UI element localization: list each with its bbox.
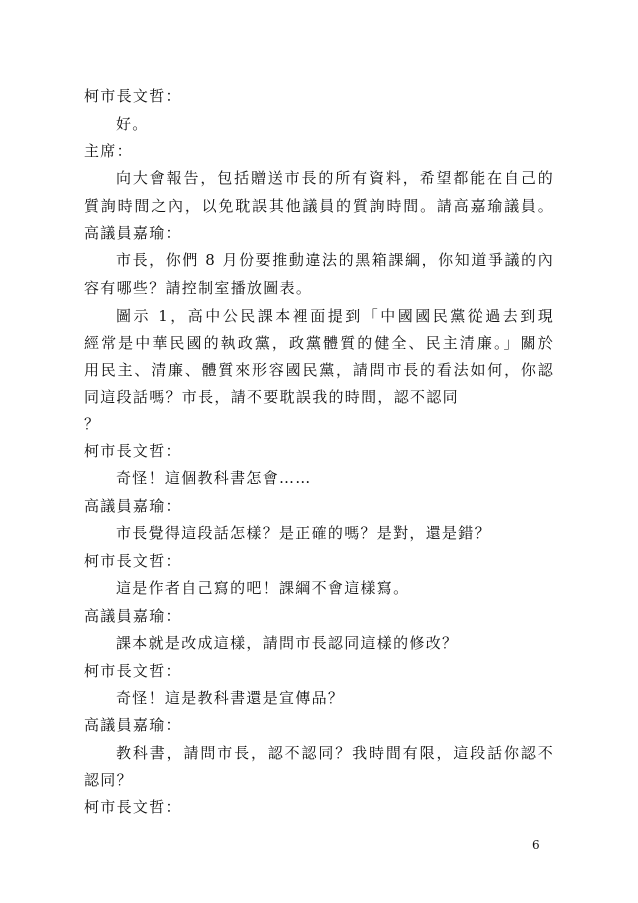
speech-line: 向大會報告，包括贈送市長的所有資料，希望都能在自己的 xyxy=(116,169,554,187)
speech-line: 同這段話嗎？市長，請不要耽誤我的時間，認不認同 xyxy=(84,388,459,406)
speech-line: 質詢時間之內，以免耽誤其他議員的質詢時間。請高嘉瑜議員。 xyxy=(84,197,554,215)
speaker-label: 柯市長文哲： xyxy=(84,442,182,460)
speaker-label: 高議員嘉瑜： xyxy=(84,716,182,734)
speech-line: ？ xyxy=(84,415,101,433)
speaker-label: 主席： xyxy=(84,142,133,160)
speech-line: 圖示 1，高中公民課本裡面提到「中國國民黨從過去到現 xyxy=(116,307,554,325)
speech-line: 教科書，請問市長，認不認同？我時間有限，這段話你認不 xyxy=(116,744,554,762)
speech-line: 認同？ xyxy=(84,771,133,789)
speech-line: 課本就是改成這樣，請問市長認同這樣的修改？ xyxy=(116,634,459,652)
speech-line: 容有哪些？請控制室播放圖表。 xyxy=(84,279,313,297)
speech-line: 奇怪！這個教科書怎會…… xyxy=(116,469,312,487)
speaker-label: 柯市長文哲： xyxy=(84,87,182,105)
page-number: 6 xyxy=(532,838,540,852)
speaker-label: 高議員嘉瑜： xyxy=(84,497,182,515)
speech-line: 這是作者自己寫的吧！課綱不會這樣寫。 xyxy=(116,579,410,597)
speaker-label: 柯市長文哲： xyxy=(84,552,182,570)
speaker-label: 高議員嘉瑜： xyxy=(84,607,182,625)
speaker-label: 柯市長文哲： xyxy=(84,798,182,816)
speech-line: 經常是中華民國的執政黨，政黨體質的健全、民主清廉。」關於 xyxy=(84,334,554,352)
speech-line: 用民主、清廉、體質來形容國民黨，請問市長的看法如何，你認 xyxy=(84,361,554,379)
speech-line: 市長覺得這段話怎樣？是正確的嗎？是對，還是錯？ xyxy=(116,524,491,542)
speech-line: 市長，你們 8 月份要推動違法的黑箱課綱，你知道爭議的內 xyxy=(116,251,554,269)
speaker-label: 高議員嘉瑜： xyxy=(84,224,182,242)
speaker-label: 柯市長文哲： xyxy=(84,662,182,680)
speech-line: 好。 xyxy=(116,115,149,133)
speech-line: 奇怪！這是教科書還是宣傳品？ xyxy=(116,689,345,707)
